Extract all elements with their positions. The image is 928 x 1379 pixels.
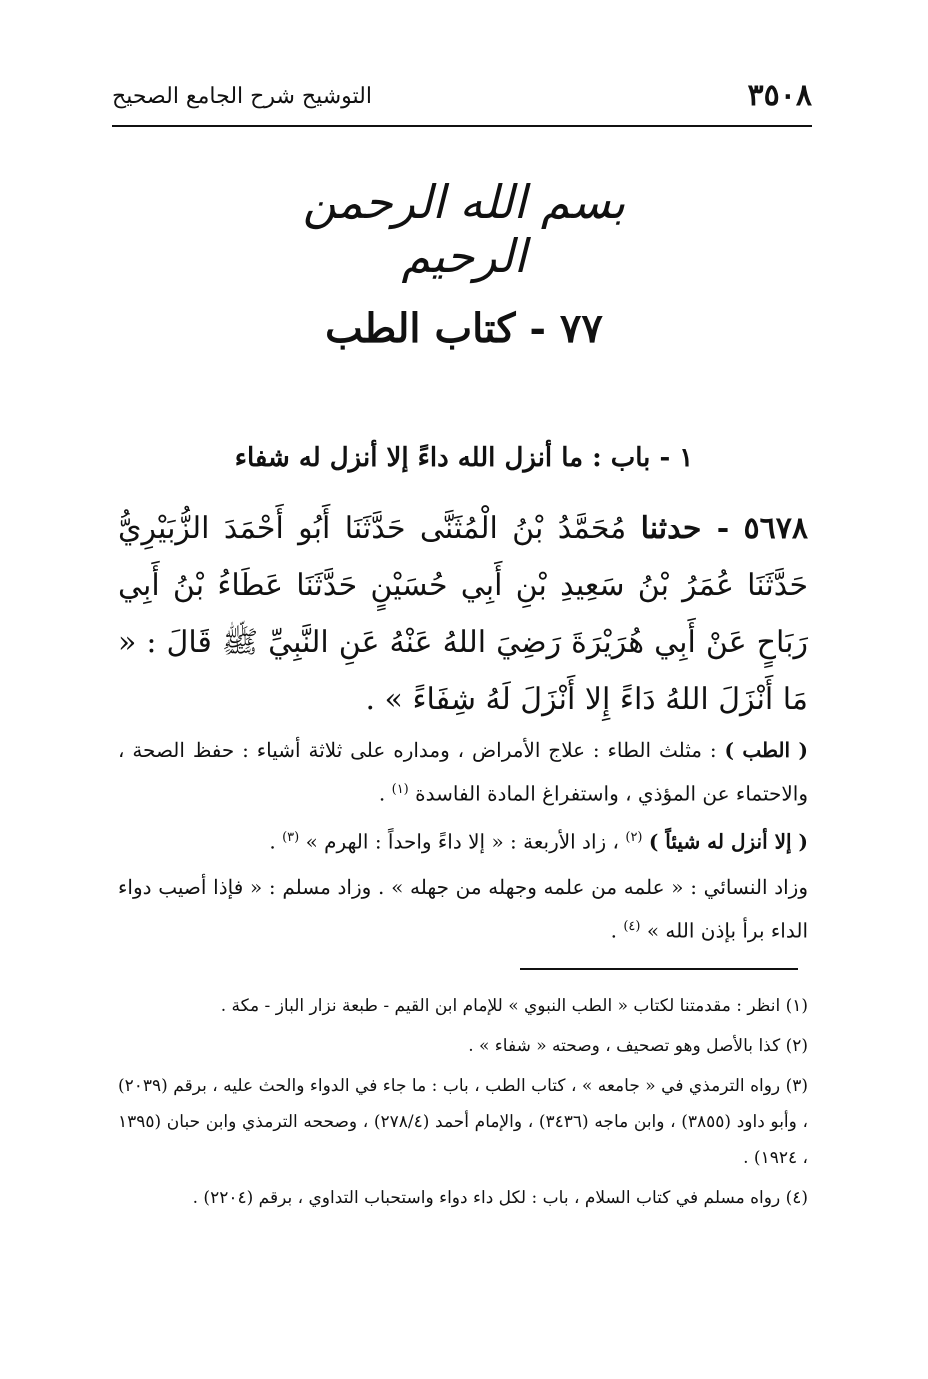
hadith-lead: - حدثنا [640,511,730,546]
commentary-paragraph [118,730,808,814]
commentary-text: : مثلث الطاء : علاج الأمراض ، ومداره على ثلاثة أشياء : حفظ الصحة ، والاحتماء عن المؤذي ، واستفراغ المادة الفاسدة [118,738,808,806]
commentary-paragraph [118,818,808,862]
commentary-end: . [378,781,386,806]
commentary-end: . [610,918,617,943]
footnote-ref[interactable]: (٢) [625,830,643,845]
commentary-end: . [269,829,276,854]
running-header [112,78,812,118]
commentary-paragraph [118,867,808,951]
footnote-ref[interactable]: (٣) [282,830,300,845]
commentary-term: ( الطب ) [724,738,809,762]
basmala-calligraphy: بسم الله الرحمن الرحيم [302,175,626,283]
hadith-text [118,500,808,728]
chapter-title: ٧٧ - كتاب الطب [325,305,603,352]
book-title: التوشيح شرح الجامع الصحيح [112,84,372,109]
page-number: ٣٥٠٨ [747,78,812,113]
header-divider [112,125,812,127]
footnote: (١) انظر : مقدمتنا لكتاب « الطب النبوي » للإمام ابن القيم - طبعة نزار الباز - مكة . [220,996,808,1016]
footnote-ref[interactable]: (٤) [623,919,641,934]
commentary-text: وزاد النسائي : « علمه من علمه وجهله من جهله » . وزاد مسلم : « فإذا أصيب دواء الداء برأ بإذن الله » [118,875,808,943]
footnote: (٢) كذا بالأصل وهو تصحيف ، وصحته « شفاء » . [468,1036,808,1056]
footnote-ref[interactable]: (١) [391,782,409,797]
section-title: ١ - باب : ما أنزل الله داءً إلا أنزل له شفاء [234,443,694,473]
footnote-divider [520,968,798,970]
commentary-text: ، زاد الأربعة : « إلا داءً واحداً : الهرم » [305,829,619,854]
footnote: (٣) رواه الترمذي في « جامعه » ، كتاب الطب ، باب : ما جاء في الدواء والحث عليه ، برقم (٢٠٣٩) ، وأبو داود (٣٨٥٥) ، وابن ماجه (٣٤٣٦) ، والإمام أحمد (٢٧٨/٤) ، وصححه الترمذي وابن حبان (١٣٩٥ ، ١٩٢٤) . [118,1076,808,1168]
hadith-number: ٥٦٧٨ [743,511,808,546]
footnotes [118,988,808,1220]
footnote: (٤) رواه مسلم في كتاب السلام ، باب : لكل داء دواء واستحباب التداوي ، برقم (٢٢٠٤) . [192,1188,808,1208]
hadith-body: مُحَمَّدُ بْنُ الْمُثَنَّى حَدَّثَنَا أَبُو أَحْمَدَ الزُّبَيْرِيُّ حَدَّثَنَا عُمَرُ بْنُ سَعِيدِ بْنِ أَبِي حُسَيْنٍ حَدَّثَنَا عَطَاءُ بْنُ أَبِي رَبَاحٍ عَنْ أَبِي هُرَيْرَةَ رَضِيَ اللهُ عَنْهُ عَنِ النَّبِيِّ ﷺ قَالَ : « مَا أَنْزَلَ اللهُ دَاءً إِلا أَنْزَلَ لَهُ شِفَاءً » . [118,511,808,717]
commentary-term: ( إلا أنزل له شيئاً ) [648,829,808,854]
